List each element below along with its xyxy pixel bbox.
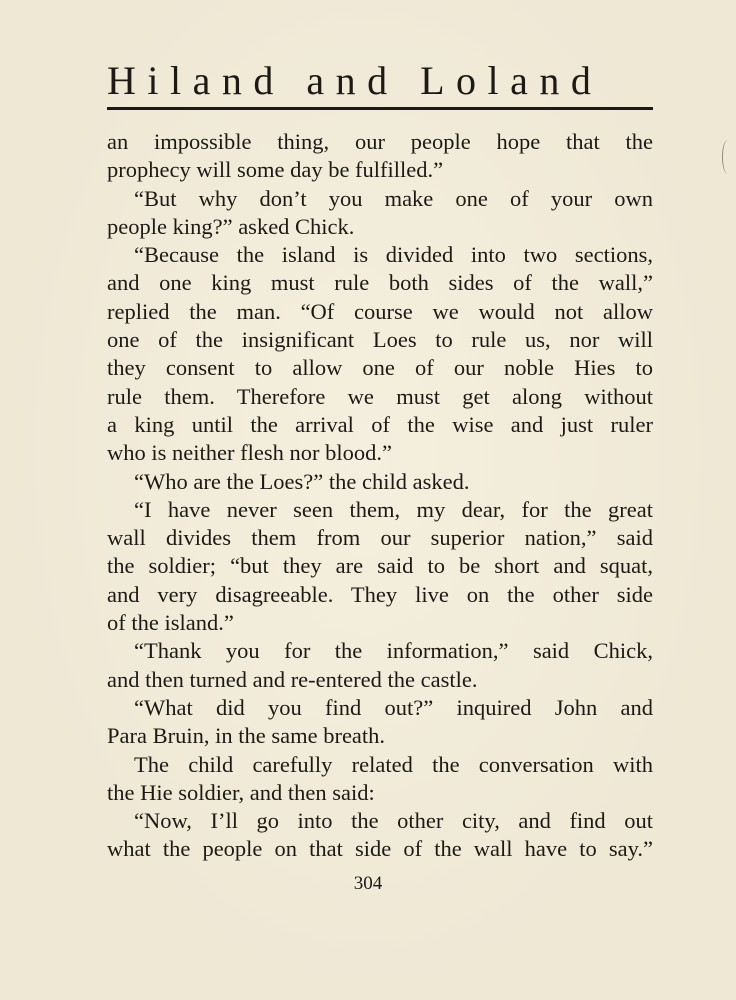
text-line: “Thank you for the information,” said Chick, xyxy=(134,638,653,664)
text-line: “What did you find out?” inquired John and xyxy=(134,694,653,720)
body-text xyxy=(107,128,653,864)
text-line: “Now, I’ll go into the other city, and find out xyxy=(134,808,653,834)
text-line: the Hie soldier, and then said: xyxy=(107,779,375,805)
text-line: people king?” asked Chick. xyxy=(107,213,355,239)
text-line: of the island.” xyxy=(107,610,234,636)
text-line: replied the man. “Of course we would not allow xyxy=(107,298,653,324)
page-edge-mark xyxy=(722,140,733,174)
text-line: “But why don’t you make one of your own xyxy=(134,185,653,211)
text-line: and very disagreeable. They live on the other side xyxy=(107,581,653,607)
text-line: and then turned and re-entered the castle. xyxy=(107,666,478,692)
text-line: and one king must rule both sides of the wall,” xyxy=(107,270,653,296)
text-line: The child carefully related the conversation with xyxy=(134,751,653,777)
text-line: “I have never seen them, my dear, for the great xyxy=(134,496,653,522)
text-line: they consent to allow one of our noble Hies to xyxy=(107,355,653,381)
text-line: rule them. Therefore we must get along without xyxy=(107,383,653,409)
text-line: a king until the arrival of the wise and just ruler xyxy=(107,411,653,437)
text-line: who is neither flesh nor blood.” xyxy=(107,440,392,466)
header-rule xyxy=(107,107,653,110)
text-line: an impossible thing, our people hope that the xyxy=(107,129,653,154)
text-line: prophecy will some day be fulfilled.” xyxy=(107,157,444,183)
text-line: one of the insignificant Loes to rule us, nor will xyxy=(107,327,653,353)
text-line: Para Bruin, in the same breath. xyxy=(107,723,386,749)
text-line: wall divides them from our superior nation,” said xyxy=(107,525,653,551)
text-line: the soldier; “but they are said to be short and squat, xyxy=(107,553,653,579)
text-line: “Because the island is divided into two sections, xyxy=(134,242,653,268)
text-line: “Who are the Loes?” the child asked. xyxy=(134,468,470,494)
running-title: Hiland and Loland xyxy=(107,58,603,103)
text-line: what the people on that side of the wall have to say.” xyxy=(107,836,653,862)
page-number: 304 xyxy=(353,873,383,894)
